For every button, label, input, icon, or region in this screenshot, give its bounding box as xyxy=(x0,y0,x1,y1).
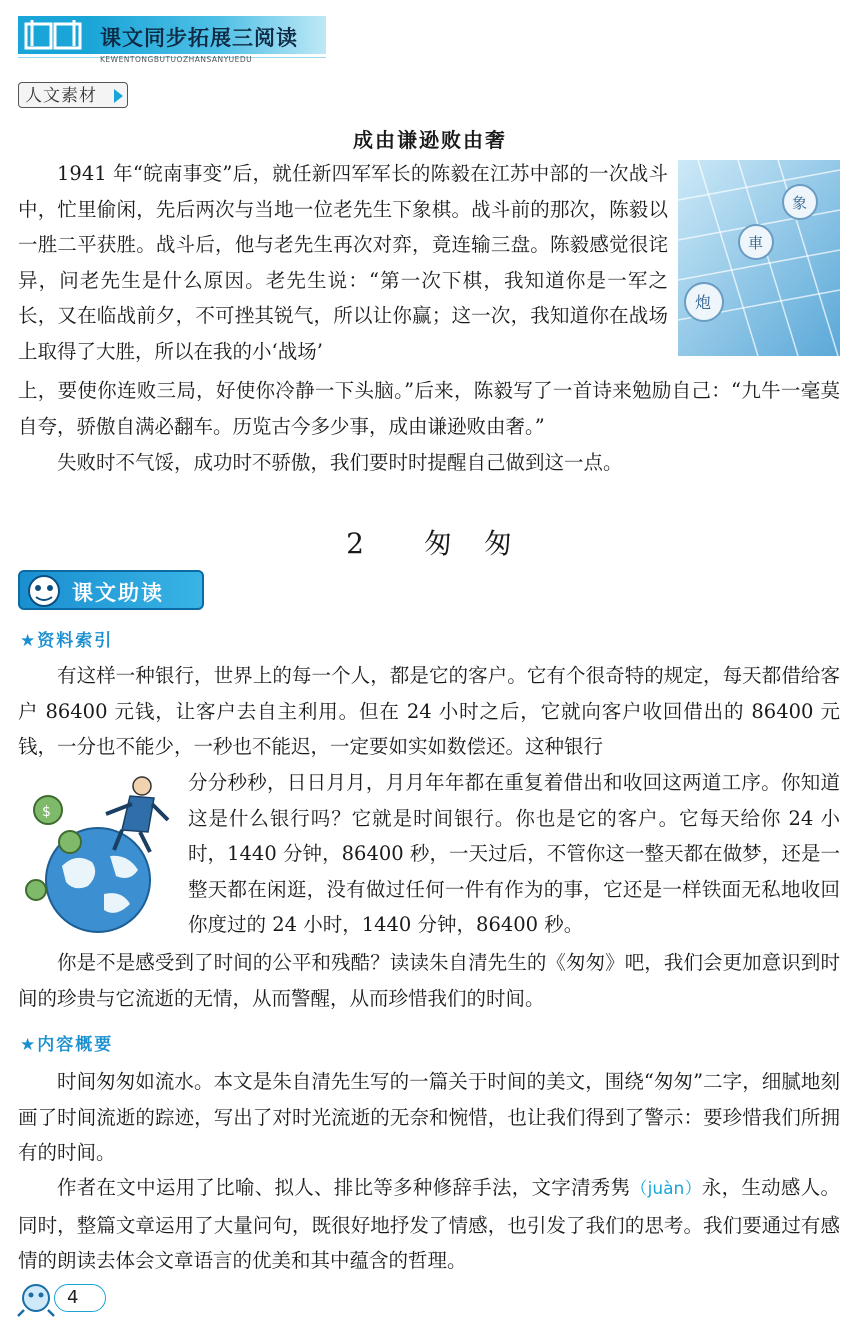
book-logo-icon xyxy=(18,16,88,54)
svg-text:車: 車 xyxy=(748,234,764,252)
page-number-badge xyxy=(16,1280,104,1318)
section-tag-label: 课文助读 xyxy=(72,581,164,605)
story-paragraph-1-cont: 上，要使你连败三局，好使你冷静一下头脑。”后来，陈毅写了一首诗来勉励自己：“九牛一毫莫自夸，骄傲自满必翻车。历览古今多少事，成由谦逊败由奢。” xyxy=(18,379,840,438)
reference-paragraph-1-cont: 分分秒秒，日日月月，月月年年都在重复着借出和收回这两道工序。你知道这是什么银行吗？它就是时间银行。你也是它的客户。它每天给你 24 小时，1440 分钟，86400 秒，一天过后，不管你这一整天都在做梦，还是一整天都在闲逛，没有做过任何一件有作为的事，它还是一样铁面无私地收回你度过的 24 小时，1440 分钟，86400 秒。 xyxy=(188,771,840,937)
story-paragraph-1: 1941 年“皖南事变”后，就任新四军军长的陈毅在江苏中部的一次战斗中，忙里偷闲，先后两次与当地一位老先生下象棋。战斗前的那次，陈毅以一胜二平获胜。战斗后，他与老先生再次对弈，竟连输三盘。陈毅感觉很诧异，问老先生是什么原因。老先生说：“第一次下棋，我知道你是一军之长，又在临战前夕，不可挫其锐气，所以让你赢；这一次，我知道你在战场上取得了大胜，所以在我的小‘战场’ xyxy=(18,162,668,363)
summary-paragraph-1: 时间匆匆如流水。本文是朱自清先生写的一篇关于时间的美文，围绕“匆匆”二字，细腻地刻画了时间流逝的踪迹，写出了对时光流逝的无奈和惋惜，也让我们得到了警示：要珍惜我们所拥有的时间。 xyxy=(18,1070,840,1165)
pinyin-annotation: （juàn） xyxy=(630,1179,702,1199)
header-title: 课文同步拓展三阅读 xyxy=(100,26,298,50)
summary-paragraph-2 xyxy=(18,1170,840,1279)
story-paragraph-2: 失败时不气馁，成功时不骄傲，我们要时时提醒自己做到这一点。 xyxy=(57,451,623,474)
mascot-icon xyxy=(24,573,66,609)
triangle-arrow-icon xyxy=(114,89,123,103)
section-tag-humanities xyxy=(18,82,128,108)
reference-paragraph-1: 有这样一种银行，世界上的每一个人，都是它的客户。它有个很奇特的规定，每天都借给客户 86400 元钱，让客户去自主利用。但在 24 小时之后，它就向客户收回借出的 86400 元钱，一分也不能少，一秒也不能迟，一定要如实如数偿还。这种银行 xyxy=(18,664,840,759)
chapter-name: 匆 匆 xyxy=(423,527,514,560)
page-number: 4 xyxy=(54,1284,106,1312)
section-tag-reading-guide xyxy=(18,570,204,610)
globe-illustration xyxy=(18,770,178,934)
svg-text:炮: 炮 xyxy=(695,293,712,312)
chapter-number: 2 xyxy=(346,527,366,560)
heading-summary: ★内容概要 xyxy=(20,1035,114,1055)
section-tag-label: 人文素材 xyxy=(25,86,97,106)
heading-reference: ★资料索引 xyxy=(20,631,114,651)
summary-text-a: 作者在文中运用了比喻、拟人、排比等多种修辞手法，文字清秀隽 xyxy=(57,1176,631,1199)
svg-text:$: $ xyxy=(42,804,51,820)
story-title: 成由谦逊败由奢 xyxy=(353,128,507,152)
chess-illustration xyxy=(678,160,840,356)
reference-paragraph-2: 你是不是感受到了时间的公平和残酷？读读朱自清先生的《匆匆》吧，我们会更加意识到时间的珍贵与它流逝的无情，从而警醒，从而珍惜我们的时间。 xyxy=(18,951,840,1010)
summary-text-b: 永，生动感人。同时，整篇文章运用了大量问句，既很好地抒发了情感，也引发了我们的思考。我们要通过有感情的朗读去体会文章语言的优美和其中蕴含的哲理。 xyxy=(18,1176,840,1273)
svg-text:象: 象 xyxy=(792,194,808,212)
header-banner xyxy=(18,16,326,64)
header-subtitle: KEWENTONGBUTUOZHANSANYUEDU xyxy=(100,55,253,64)
chapter-title xyxy=(0,522,860,562)
